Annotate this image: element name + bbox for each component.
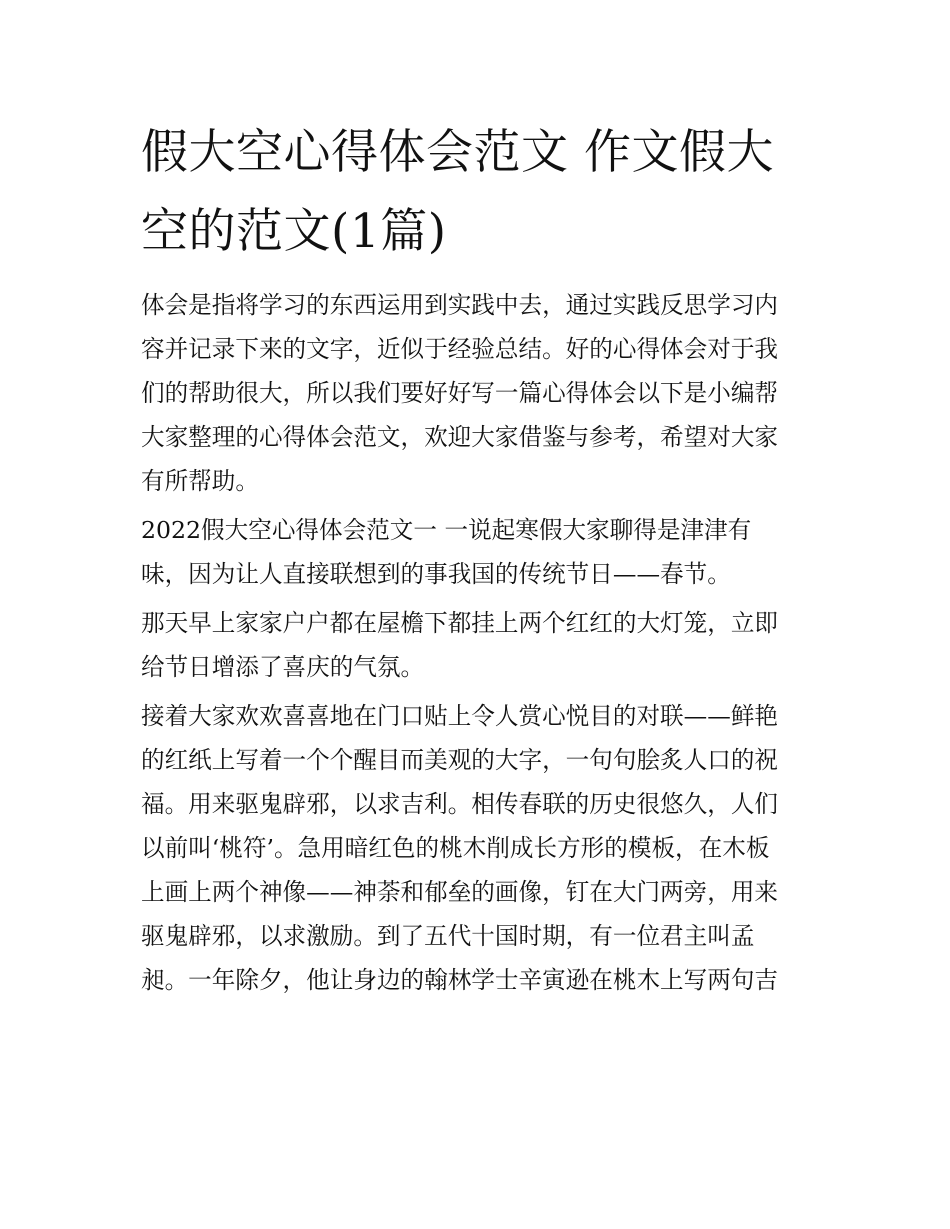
text-line: 那天早上家家户户都在屋檐下都挂上两个红红的大灯笼，立即 xyxy=(141,609,779,637)
text-line: 以前叫‘桃符’。急用暗红色的桃木削成长方形的模板，在木板 xyxy=(141,834,770,862)
text-line: 的红纸上写着一个个醒目而美观的大字，一句句脍炙人口的祝 xyxy=(141,746,779,774)
essay-paragraph xyxy=(141,601,821,689)
text-line: 福。用来驱鬼辟邪，以求吉利。相传春联的历史很悠久，人们 xyxy=(141,790,779,818)
text-line: 昶。一年除夕，他让身边的翰林学士辛寅逊在桃木上写两句吉 xyxy=(141,966,779,994)
text-line: 有所帮助。 xyxy=(141,467,259,495)
text-line: 大家整理的心得体会范文，欢迎大家借鉴与参考，希望对大家 xyxy=(141,423,779,451)
intro-paragraph xyxy=(141,283,821,503)
text-line: 2022假大空心得体会范文一 一说起寒假大家聊得是津津有 xyxy=(141,516,752,544)
document-body xyxy=(141,283,821,1007)
document-title xyxy=(141,113,841,271)
title-line: 假大空心得体会范文 作文假大 xyxy=(141,125,774,180)
text-line: 们的帮助很大，所以我们要好好写一篇心得体会以下是小编帮 xyxy=(141,379,779,407)
text-line: 驱鬼辟邪，以求激励。到了五代十国时期，有一位君主叫孟 xyxy=(141,922,755,950)
title-line: 空的范文(1篇) xyxy=(141,204,447,259)
text-line: 给节日增添了喜庆的气氛。 xyxy=(141,653,425,681)
essay-paragraph xyxy=(141,694,821,1002)
essay-paragraph xyxy=(141,508,821,596)
text-line: 接着大家欢欢喜喜地在门口贴上令人赏心悦目的对联——鲜艳 xyxy=(141,702,779,730)
text-line: 容并记录下来的文字，近似于经验总结。好的心得体会对于我 xyxy=(141,335,779,363)
text-line: 体会是指将学习的东西运用到实践中去，通过实践反思学习内 xyxy=(141,291,779,319)
text-line: 味，因为让人直接联想到的事我国的传统节日——春节。 xyxy=(141,560,731,588)
text-line: 上画上两个神像——神荼和郁垒的画像，钉在大门两旁，用来 xyxy=(141,878,779,906)
